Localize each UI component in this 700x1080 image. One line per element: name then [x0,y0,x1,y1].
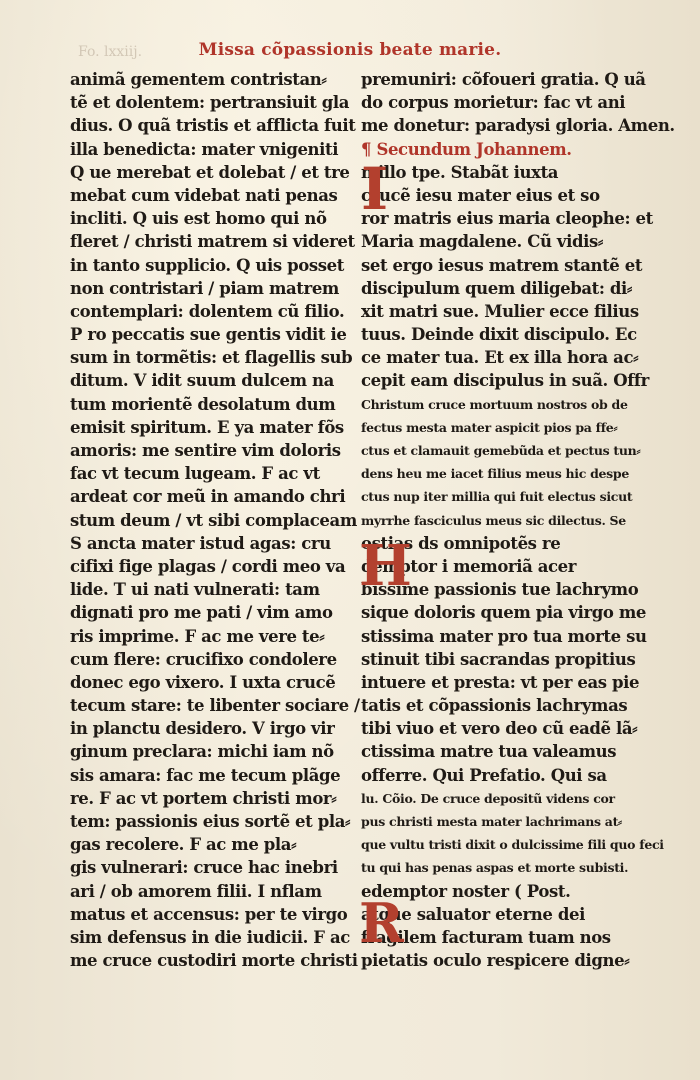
text-line: gas recolere. F ac me pla⸗ [70,835,297,855]
text-line: contemplari: dolentem cũ filio. [70,301,345,321]
text-line: sis amara: fac me tecum plãge [70,765,341,785]
text-line: tuus. Deinde dixit discipulo. Ec [361,325,637,345]
text-line: ginum preclara: michi iam nõ [70,742,334,762]
text-line: emisit spiritum. E ya mater fõs [70,417,344,437]
text-line: Christum cruce mortuum nostros ob de [361,396,628,412]
text-line: set ergo iesus matrem stantẽ et [361,255,643,275]
text-line: cepit eam discipulus in suã. Offr [361,371,649,391]
text-line: tibi viuo et vero deo cũ eadẽ lã⸗ [361,719,638,739]
text-line: myrrhe fasciculus meus sic dilectus. Se [361,512,626,528]
initial-capital-h: H [359,533,412,599]
text-line: dens heu me iacet filius meus hic despe [361,466,630,482]
bleed-through-text: Fo. lxxiij. [78,44,143,60]
text-line: tatis et cõpassionis lachrymas [361,696,628,716]
text-line: lu. Cõio. De cruce depositũ videns cor [361,790,615,806]
text-line: gis vulnerari: cruce hac inebri [70,858,338,878]
text-line: dius. O quã tristis et afflicta fuit [70,116,356,136]
text-line: donec ego vixero. I uxta crucẽ [70,672,336,692]
text-line: cifixi fige plagas / cordi meo va [70,556,346,576]
text-line: tem: passionis eius sortẽ et pla⸗ [70,812,351,831]
text-line: animã gementem contristan⸗ [70,70,327,89]
text-line: me donetur: paradysi gloria. Amen. [361,116,675,136]
text-line: amoris: me sentire vim doloris [70,441,341,460]
text-line: ror matris eius maria cleophe: et [361,209,653,229]
text-line: bissime passionis tue lachrymo [361,580,639,600]
initial-capital-i: I [361,155,388,223]
text-line: S ancta mater istud agas: cru [70,533,331,553]
text-line: premuniri: cõfoueri gratia. Q uã [361,70,646,89]
text-line: que vultu tristi dixit o dulcissime fili quo feci [361,837,664,853]
left-column [70,68,360,972]
text-line: mebat cum videbat nati penas [70,185,338,205]
text-line: fac vt tecum lugeam. F ac vt [70,464,320,484]
initial-capital-r: R [359,891,404,955]
text-line: fragilem facturam tuam nos [361,927,611,947]
text-line: edemptor noster ( Post. [361,881,571,901]
text-line: ctus et clamauit gemebũda et pectus tun⸗ [361,443,641,458]
text-line: ditum. V idit suum dulcem na [70,371,334,391]
text-line: stinuit tibi sacrandas propitius [361,649,636,669]
text-line: ardeat cor meũ in amando chri [70,487,346,507]
text-line: tẽ et dolentem: pertransiuit gla [70,93,350,113]
text-line: tecum stare: te libenter sociare / [70,696,360,716]
text-line: ostias ds omnipotẽs re [361,533,561,553]
text-line: fleret / christi matrem si videret [70,232,355,252]
text-line: tu qui has penas aspas et morte subisti. [361,860,629,876]
text-line: discipulum quem diligebat: di⸗ [361,278,633,298]
text-line: ctissima matre tua valeamus [361,742,617,762]
text-line: intuere et presta: vt per eas pie [361,672,640,692]
text-line: incliti. Q uis est homo qui nõ [70,209,327,229]
text-line: me cruce custodiri morte christi [70,951,358,971]
text-line: in planctu desidero. V irgo vir [70,719,335,739]
right-column [359,68,675,972]
text-line: xit matri sue. Mulier ecce filius [361,301,639,321]
text-line: sum in tormẽtis: et flagellis sub [70,348,353,368]
text-line: illa benedicta: mater vnigeniti [70,139,339,159]
text-line: non contristari / piam matrem [70,278,339,298]
text-line: matus et accensus: per te virgo [70,904,348,924]
text-line: ris imprime. F ac me vere te⸗ [70,626,325,646]
text-line: pietatis oculo respicere digne⸗ [361,951,630,971]
text-line: ari / ob amorem filii. I nflam [70,881,322,901]
page-header-rubric: Missa cõpassionis beate marie. [198,40,502,60]
text-line: re. F ac vt portem christi mor⸗ [70,788,337,808]
text-line: crucẽ iesu mater eius et so [361,185,600,205]
text-line: cum flere: crucifixo condolere [70,649,337,669]
text-line: lide. T ui nati vulnerati: tam [70,580,320,600]
text-line: P ro peccatis sue gentis vidit ie [70,325,347,345]
text-line: ctus nup iter millia qui fuit electus sicut [361,489,633,505]
text-line: tum morientẽ desolatum dum [70,394,336,414]
text-line: Q ue merebat et dolebat / et tre [70,162,350,182]
text-line: ¶ Secundum Johannem. [361,139,572,159]
text-line: in tanto supplicio. Q uis posset [70,255,344,275]
text-line: n illo tpe. Stabãt iuxta [361,162,559,182]
text-line: ce mater tua. Et ex illa hora ac⸗ [361,348,639,368]
text-line: sique doloris quem pia virgo me [361,603,647,623]
text-line: demptor i memoriã acer [361,556,577,576]
text-line: stum deum / vt sibi complaceam [70,510,357,530]
text-line: Maria magdalene. Cũ vidis⸗ [361,232,603,252]
text-line: pus christi mesta mater lachrimans at⸗ [361,814,622,829]
text-line: stissima mater pro tua morte su [361,626,647,646]
text-line: do corpus morietur: fac vt ani [361,93,626,113]
text-line: sim defensus in die iudicii. F ac [70,927,350,947]
text-line: atque saluator eterne dei [361,904,585,924]
text-line: dignati pro me pati / vim amo [70,603,333,623]
text-line: offerre. Qui Prefatio. Qui sa [361,765,607,785]
text-line: fectus mesta mater aspicit pios pa ffe⸗ [361,419,618,435]
